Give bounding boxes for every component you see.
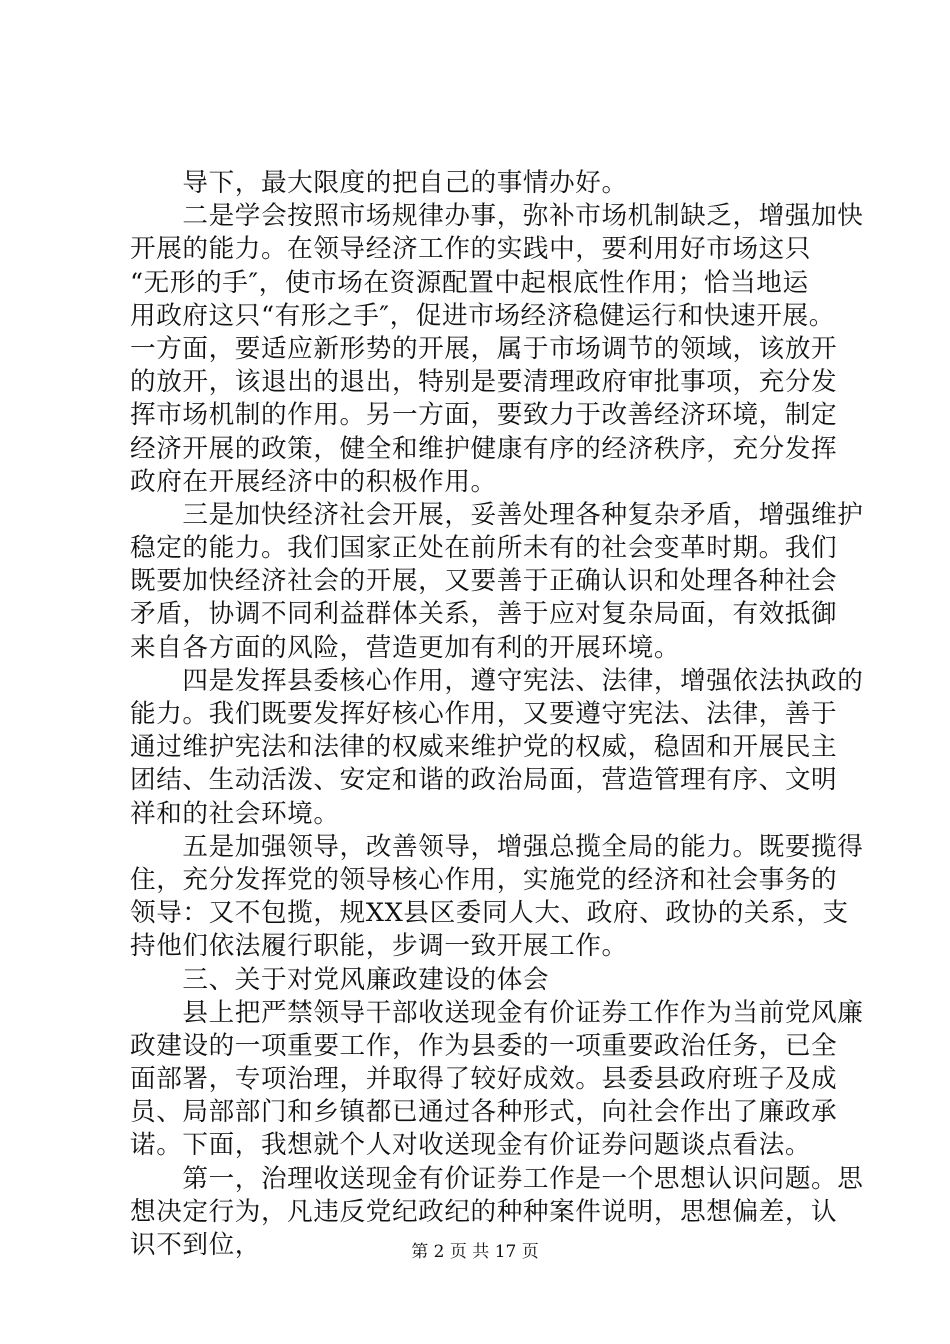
page-number-footer: 第 2 页 共 17 页 — [411, 1242, 539, 1262]
text-line: 领导：又不包揽，规XX县区委同人大、政府、政协的关系，支 — [130, 898, 849, 929]
text-line: 用政府这只“有形之手″，促进市场经济稳健运行和快速开展。 — [130, 300, 835, 331]
text-line: 稳定的能力。我们国家正处在前所未有的社会变革时期。我们 — [130, 533, 838, 564]
text-line: 导下，最大限度的把自己的事情办好。 — [130, 168, 628, 198]
text-line: 二是学会按照市场规律办事，弥补市场机制缺乏，增强加快 — [130, 201, 864, 232]
text-line: 挥市场机制的作用。另一方面，要致力于改善经济环境，制定 — [130, 400, 838, 431]
text-line: 经济开展的政策，健全和维护健康有序的经济秩序，充分发挥 — [130, 433, 838, 464]
text-line: 住，充分发挥党的领导核心作用，实施党的经济和社会事务的 — [130, 864, 838, 895]
text-line: 能力。我们既要发挥好核心作用，又要遵守宪法、法律，善于 — [130, 699, 838, 729]
text-line: 开展的能力。在领导经济工作的实践中，要利用好市场这只 — [130, 234, 812, 265]
text-line: 持他们依法履行职能，步调一致开展工作。 — [130, 931, 628, 962]
text-line: 面部署，专项治理，并取得了较好成效。县委县政府班子及成 — [130, 1064, 838, 1095]
text-line: 想决定行为，凡违反党纪政纪的种种案件说明，思想偏差，认 — [130, 1196, 838, 1227]
text-line: 通过维护宪法和法律的权威来维护党的权威，稳固和开展民主 — [130, 732, 838, 763]
text-line: 政建设的一项重要工作，作为县委的一项重要政治任务，已全 — [130, 1030, 838, 1061]
document-body — [130, 167, 864, 1262]
text-line: 一方面，要适应新形势的开展，属于市场调节的领域，该放开 — [130, 333, 838, 364]
text-line: 识不到位， — [130, 1230, 261, 1260]
text-line: 县上把严禁领导干部收送现金有价证券工作作为当前党风廉 — [130, 997, 864, 1028]
text-line: 祥和的社会环境。 — [130, 798, 340, 829]
text-line: 的放开，该退出的退出，特别是要清理政府审批事项，充分发 — [130, 367, 838, 398]
text-line: “无形的手″，使市场在资源配置中起根底性作用；恰当地运 — [130, 267, 809, 298]
text-line: 三是加快经济社会开展，妥善处理各种复杂矛盾，增强维护 — [130, 499, 864, 530]
text-line: 员、局部部门和乡镇都已通过各种形式，向社会作出了廉政承 — [130, 1097, 838, 1128]
text-line: 政府在开展经济中的积极作用。 — [130, 466, 497, 497]
text-line: 诺。下面，我想就个人对收送现金有价证券问题谈点看法。 — [130, 1130, 812, 1161]
text-line: 既要加快经济社会的开展，又要善于正确认识和处理各种社会 — [130, 566, 838, 597]
text-line: 五是加强领导，改善领导，增强总揽全局的能力。既要揽得 — [130, 831, 864, 862]
text-line: 第一，治理收送现金有价证券工作是一个思想认识问题。思 — [130, 1163, 864, 1194]
text-line: 矛盾，协调不同利益群体关系，善于应对复杂局面，有效抵御 — [130, 599, 838, 630]
text-line: 四是发挥县委核心作用，遵守宪法、法律，增强依法执政的 — [130, 665, 864, 696]
text-line: 团结、生动活泼、安定和谐的政治局面，营造管理有序、文明 — [130, 765, 838, 796]
text-line: 来自各方面的风险，营造更加有利的开展环境。 — [130, 632, 681, 663]
section-heading: 三、关于对党风廉政建设的体会 — [130, 964, 550, 995]
